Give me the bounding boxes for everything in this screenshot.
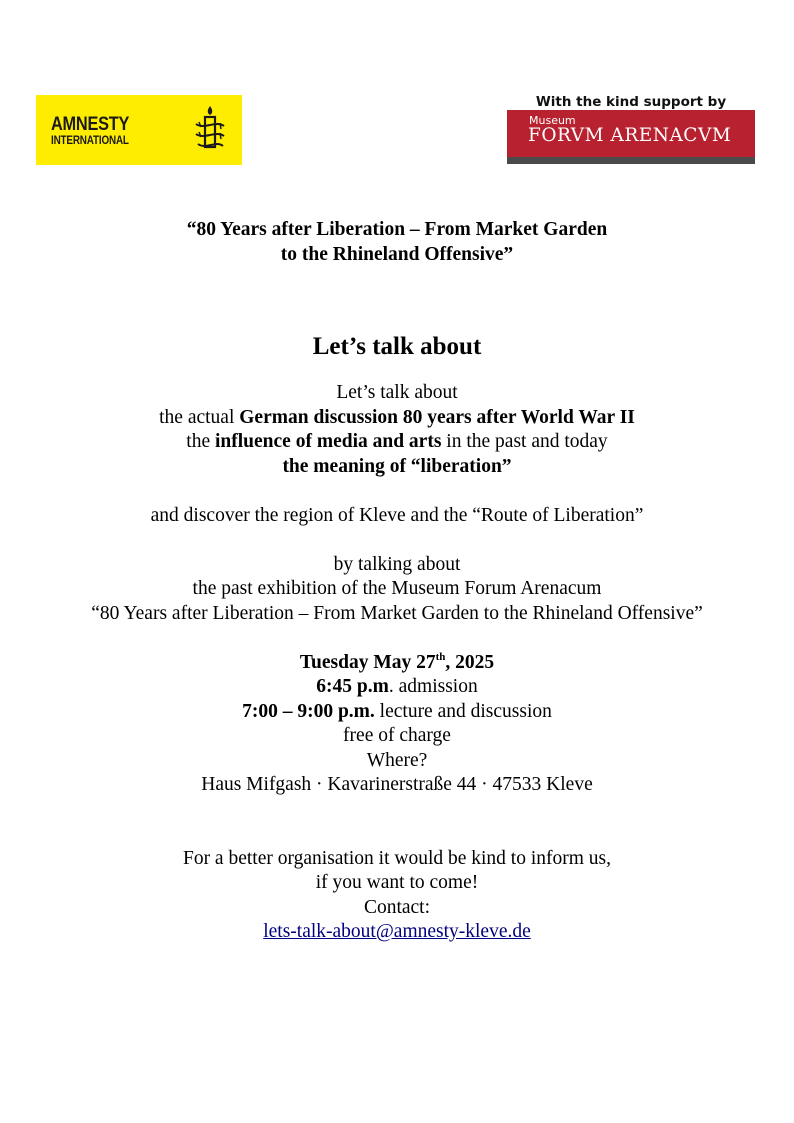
discover-line: and discover the region of Kleve and the “Route of Liberation” [150,504,644,526]
spacer [0,822,794,847]
intro-line-4-bold: the meaning of “liberation” [282,455,512,477]
amnesty-logo-line1: AMNESTY [51,114,130,135]
intro-line-3-prefix: the [186,431,215,452]
price-line: free of charge [343,725,451,746]
contact-line-2: if you want to come! [315,872,479,893]
main-heading: Let’s talk about [312,333,482,360]
intro-line-3-suffix: in the past and today [441,431,608,452]
admission-line [0,675,794,700]
intro-line-3 [0,430,794,455]
museum-logo-name: FORVM ARENACVM [528,125,732,146]
event-date-bold [300,652,494,673]
museum-logo-small-text: Museum [529,114,576,127]
intro-line-1: Let’s talk about [336,382,458,403]
intro-line-2-bold: German discussion 80 years after World War II [239,406,635,428]
candle-barbed-wire-icon [190,104,230,156]
spacer [0,626,794,651]
intro-line-4 [0,455,794,480]
event-date-prefix: Tuesday May 27 [299,651,436,673]
contact-email-link[interactable]: lets-talk-about@amnesty-kleve.de [263,921,531,942]
event-date-suffix-sup: th [435,650,446,663]
intro-line-3-bold: influence of media and arts [215,431,442,452]
contact-email-line [0,920,794,945]
lecture-time: 7:00 – 9:00 p.m. [242,700,375,722]
admission-label: . admission [388,676,478,697]
event-title [0,218,794,267]
contact-line-1: For a better organisation it would be kind to inform us, [182,847,612,869]
spacer [0,479,794,504]
exhibition-line-1: by talking about [333,553,461,575]
event-title-line-1: “80 Years after Liberation – From Market Garden [186,219,608,240]
contact-label: Contact: [363,896,431,918]
event-date-year: , 2025 [445,651,495,673]
spacer [0,528,794,553]
amnesty-logo-line2: INTERNATIONAL [51,135,129,147]
admission-time: 6:45 p.m [316,676,389,697]
spacer [0,798,794,823]
exhibition-line-2: the past exhibition of the Museum Forum Arenacum [192,578,602,599]
museum-forum-arenacum-logo [507,110,755,164]
lecture-line [0,700,794,725]
lecture-label: lecture and discussion [374,700,552,722]
event-date [0,651,794,676]
amnesty-international-logo [36,95,242,165]
intro-line-2-prefix: the actual [159,406,240,428]
amnesty-logo-text [51,115,142,148]
support-caption: With the kind support by [535,94,727,110]
intro-line-2 [0,406,794,431]
where-label: Where? [366,749,428,771]
exhibition-line-3: “80 Years after Liberation – From Market Garden to the Rhineland Offensive” [91,602,703,624]
event-title-line-2: to the Rhineland Offensive” [280,243,514,265]
body-text [0,381,794,945]
address-line: Haus Mifgash · Kavarinerstraße 44 · 47533 Kleve [201,774,593,795]
